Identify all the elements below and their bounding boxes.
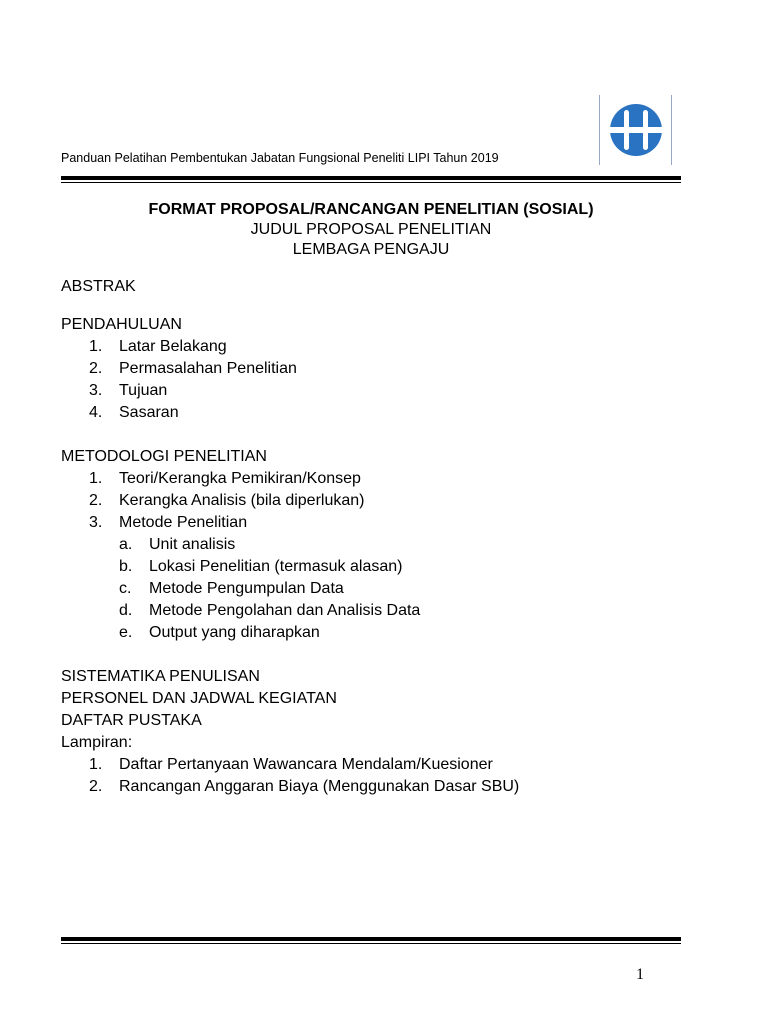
list-text: Latar Belakang	[119, 338, 227, 355]
header-rule	[61, 176, 681, 183]
page-number: 1	[636, 966, 644, 983]
list-item	[61, 776, 701, 798]
list-item	[61, 402, 701, 424]
list-number: 3.	[89, 514, 103, 531]
logo-divider-right	[671, 95, 672, 165]
sub-list-item	[61, 556, 701, 578]
running-header: Panduan Pelatihan Pembentukan Jabatan Fungsional Peneliti LIPI Tahun 2019	[61, 151, 499, 165]
heading-daftar-pustaka: DAFTAR PUSTAKA	[61, 712, 202, 729]
logo-divider-left	[599, 95, 600, 165]
list-text: Sasaran	[119, 404, 179, 421]
list-number: 2.	[89, 778, 103, 795]
heading-pendahuluan: PENDAHULUAN	[61, 316, 182, 333]
heading-sistematika: SISTEMATIKA PENULISAN	[61, 668, 260, 685]
list-number: 4.	[89, 404, 103, 421]
sub-list-item	[61, 534, 701, 556]
document-body	[61, 276, 701, 798]
sub-list-letter: c.	[119, 580, 132, 597]
list-number: 2.	[89, 492, 103, 509]
list-text: Daftar Pertanyaan Wawancara Mendalam/Kuesioner	[119, 756, 493, 773]
title-block	[61, 200, 681, 260]
list-text: Kerangka Analisis (bila diperlukan)	[119, 492, 365, 509]
sub-list-item	[61, 578, 701, 600]
list-item	[61, 512, 701, 534]
list-item	[61, 468, 701, 490]
sub-list-letter: d.	[119, 602, 133, 619]
footer-rule	[61, 937, 681, 944]
sub-list-item	[61, 600, 701, 622]
document-institution: LEMBAGA PENGAJU	[292, 241, 450, 258]
list-item	[61, 358, 701, 380]
sub-list-letter: b.	[119, 558, 133, 575]
sub-list-text: Metode Pengolahan dan Analisis Data	[149, 602, 421, 619]
heading-personel: PERSONEL DAN JADWAL KEGIATAN	[61, 690, 337, 707]
list-text: Rancangan Anggaran Biaya (Menggunakan Dasar SBU)	[119, 778, 520, 795]
list-text: Tujuan	[119, 382, 168, 399]
sub-list-text: Unit analisis	[149, 536, 236, 553]
sub-list-text: Lokasi Penelitian (termasuk alasan)	[149, 558, 403, 575]
list-item	[61, 336, 701, 358]
list-number: 1.	[89, 470, 103, 487]
lipi-logo-icon	[609, 103, 663, 157]
list-item	[61, 490, 701, 512]
sub-list-item	[61, 622, 701, 644]
heading-lampiran: Lampiran:	[61, 734, 133, 751]
heading-abstrak: ABSTRAK	[61, 278, 136, 295]
list-text: Permasalahan Penelitian	[119, 360, 297, 377]
list-number: 3.	[89, 382, 103, 399]
list-text: Metode Penelitian	[119, 514, 248, 531]
document-title: FORMAT PROPOSAL/RANCANGAN PENELITIAN (SOSIAL)	[148, 201, 594, 218]
list-item	[61, 380, 701, 402]
heading-metodologi: METODOLOGI PENELITIAN	[61, 448, 267, 465]
list-item	[61, 754, 701, 776]
sub-list-text: Metode Pengumpulan Data	[149, 580, 344, 597]
list-text: Teori/Kerangka Pemikiran/Konsep	[119, 470, 361, 487]
sub-list-letter: a.	[119, 536, 133, 553]
list-number: 1.	[89, 756, 103, 773]
sub-list-text: Output yang diharapkan	[149, 624, 320, 641]
list-number: 1.	[89, 338, 103, 355]
sub-list-letter: e.	[119, 624, 133, 641]
list-number: 2.	[89, 360, 103, 377]
document-subtitle: JUDUL PROPOSAL PENELITIAN	[250, 221, 492, 238]
